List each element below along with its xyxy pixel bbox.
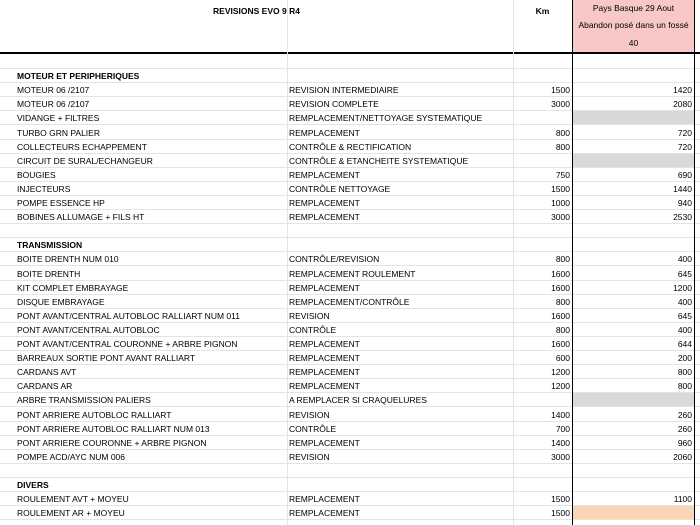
operation-cell[interactable]: REMPLACEMENT <box>289 212 360 222</box>
operation-cell[interactable]: REMPLACEMENT <box>289 438 360 448</box>
item-cell[interactable]: BARREAUX SORTIE PONT AVANT RALLIART <box>17 353 196 363</box>
table-row <box>0 309 700 323</box>
section-title[interactable]: DIVERS <box>17 480 49 490</box>
event-value-cell[interactable]: 960 <box>677 438 692 448</box>
section-title[interactable]: MOTEUR ET PERIPHERIQUES <box>17 71 140 81</box>
km-column-header[interactable]: Km <box>535 6 550 16</box>
event-value-cell[interactable]: 644 <box>677 339 692 349</box>
event-value-cell[interactable]: 2060 <box>673 452 692 462</box>
operation-cell[interactable]: REVISION <box>289 452 330 462</box>
table-row <box>0 365 700 379</box>
row-gridline <box>0 519 700 520</box>
event-value-cell[interactable]: 720 <box>677 128 692 138</box>
table-row <box>0 126 700 140</box>
table-row <box>0 408 700 422</box>
km-cell[interactable]: 1400 <box>551 410 570 420</box>
event-value-cell[interactable]: 720 <box>677 142 692 152</box>
event-value-cell[interactable]: 400 <box>677 254 692 264</box>
event-value-cell[interactable]: 200 <box>677 353 692 363</box>
item-cell[interactable]: INJECTEURS <box>17 184 71 194</box>
item-cell[interactable]: KIT COMPLET EMBRAYAGE <box>17 283 129 293</box>
table-row <box>0 436 700 450</box>
operation-cell[interactable]: A REMPLACER SI CRAQUELURES <box>289 395 427 405</box>
item-cell[interactable]: MOTEUR 06 /2107 <box>17 85 90 95</box>
event-value-cell[interactable] <box>573 506 694 520</box>
km-cell[interactable]: 1000 <box>551 198 570 208</box>
blank-row <box>0 224 700 238</box>
operation-cell[interactable]: REMPLACEMENT ROULEMENT <box>289 269 416 279</box>
event-value-cell[interactable]: 1420 <box>673 85 692 95</box>
item-cell[interactable]: ROULEMENT AVT + MOYEU <box>17 494 129 504</box>
operation-cell[interactable]: CONTRÔLE NETTOYAGE <box>289 184 391 194</box>
operation-cell[interactable]: REMPLACEMENT <box>289 353 360 363</box>
column-divider <box>513 0 514 525</box>
operation-cell[interactable]: CONTRÔLE & RECTIFICATION <box>289 142 412 152</box>
blank-row <box>0 464 700 478</box>
item-cell[interactable]: CIRCUIT DE SURAL/ECHANGEUR <box>17 156 153 166</box>
event-value-cell[interactable]: 800 <box>677 381 692 391</box>
km-cell[interactable]: 800 <box>555 142 570 152</box>
item-cell[interactable]: PONT ARRIERE AUTOBLOC RALLIART NUM 013 <box>17 424 210 434</box>
km-cell[interactable]: 3000 <box>551 452 570 462</box>
operation-cell[interactable]: REMPLACEMENT <box>289 198 360 208</box>
km-cell[interactable]: 1600 <box>551 339 570 349</box>
table-row <box>0 154 700 168</box>
operation-cell[interactable]: REVISION <box>289 311 330 321</box>
item-cell[interactable]: PONT AVANT/CENTRAL COURONNE + ARBRE PIGNON <box>17 339 238 349</box>
event-value-cell[interactable]: 1100 <box>673 494 692 504</box>
table-row <box>0 351 700 365</box>
item-cell[interactable]: COLLECTEURS ECHAPPEMENT <box>17 142 147 152</box>
item-cell[interactable]: CARDANS AVT <box>17 367 77 377</box>
table-row <box>0 323 700 337</box>
operation-cell[interactable]: REVISION COMPLETE <box>289 99 379 109</box>
header-divider <box>0 52 700 54</box>
table-row <box>0 267 700 281</box>
item-cell[interactable]: BOUGIES <box>17 170 56 180</box>
item-cell[interactable]: MOTEUR 06 /2107 <box>17 99 90 109</box>
operation-cell[interactable]: CONTRÔLE & ETANCHEITE SYSTEMATIQUE <box>289 156 469 166</box>
km-cell[interactable]: 1200 <box>551 367 570 377</box>
section-header-row <box>0 478 700 492</box>
km-cell[interactable]: 800 <box>555 254 570 264</box>
table-row <box>0 450 700 464</box>
event-value-cell[interactable]: 800 <box>677 367 692 377</box>
sheet-title[interactable]: REVISIONS EVO 9 R4 <box>213 6 300 16</box>
event-value-cell[interactable]: 1200 <box>673 283 692 293</box>
row-gridline <box>0 124 700 125</box>
km-cell[interactable]: 800 <box>555 297 570 307</box>
table-row <box>0 83 700 97</box>
item-cell[interactable]: ARBRE TRANSMISSION PALIERS <box>17 395 151 405</box>
km-cell[interactable]: 700 <box>555 424 570 434</box>
table-row <box>0 196 700 210</box>
event-value-cell[interactable]: 260 <box>677 424 692 434</box>
operation-cell[interactable]: REMPLACEMENT/NETTOYAGE SYSTEMATIQUE <box>289 113 483 123</box>
km-cell[interactable] <box>513 111 572 125</box>
section-header-row <box>0 69 700 83</box>
event-value-cell[interactable]: 940 <box>677 198 692 208</box>
km-cell[interactable]: 1500 <box>551 85 570 95</box>
operation-cell[interactable]: CONTRÔLE <box>289 424 337 434</box>
operation-cell[interactable]: REMPLACEMENT <box>289 170 360 180</box>
km-cell[interactable]: 3000 <box>551 99 570 109</box>
item-cell[interactable]: BOITE DRENTH NUM 010 <box>17 254 119 264</box>
table-row <box>0 422 700 436</box>
item-cell[interactable]: PONT AVANT/CENTRAL AUTOBLOC RALLIART NUM 011 <box>17 311 240 321</box>
event-name-cell[interactable]: Pays Basque 29 Aout <box>592 3 675 13</box>
operation-cell[interactable]: REVISION INTERMEDIAIRE <box>289 85 399 95</box>
section-header-row <box>0 238 700 252</box>
item-cell[interactable]: TURBO GRN PALIER <box>17 128 100 138</box>
item-cell[interactable]: DISQUE EMBRAYAGE <box>17 297 105 307</box>
km-cell[interactable]: 750 <box>555 170 570 180</box>
table-row <box>0 337 700 351</box>
item-cell[interactable]: BOITE DRENTH <box>17 269 81 279</box>
table-row <box>0 168 700 182</box>
table-row <box>0 111 700 125</box>
item-cell[interactable]: POMPE ESSENCE HP <box>17 198 105 208</box>
event-status-cell[interactable]: Abandon posé dans un fossé <box>578 20 689 30</box>
operation-cell[interactable]: REVISION <box>289 410 330 420</box>
table-row <box>0 182 700 196</box>
event-value-cell[interactable]: 690 <box>677 170 692 180</box>
table-row <box>0 281 700 295</box>
item-cell[interactable]: PONT ARRIERE AUTOBLOC RALLIART <box>17 410 172 420</box>
event-value-cell[interactable]: 2080 <box>673 99 692 109</box>
operation-cell[interactable]: REMPLACEMENT <box>289 367 360 377</box>
km-cell[interactable]: 1400 <box>551 438 570 448</box>
km-cell[interactable]: 1500 <box>551 508 570 518</box>
km-cell[interactable]: 1600 <box>551 311 570 321</box>
operation-cell[interactable]: REMPLACEMENT <box>289 494 360 504</box>
km-cell[interactable]: 3000 <box>551 212 570 222</box>
km-cell[interactable]: 1500 <box>551 184 570 194</box>
table-row <box>0 295 700 309</box>
table-row <box>0 506 700 520</box>
item-cell[interactable]: CARDANS AR <box>17 381 73 391</box>
event-value-cell[interactable]: 1440 <box>673 184 692 194</box>
column-divider <box>572 0 573 525</box>
item-cell[interactable]: PONT ARRIERE COURONNE + ARBRE PIGNON <box>17 438 207 448</box>
operation-cell[interactable]: REMPLACEMENT/CONTRÔLE <box>289 297 410 307</box>
operation-cell[interactable]: REMPLACEMENT <box>289 381 360 391</box>
table-row <box>0 492 700 506</box>
table-row <box>0 210 700 224</box>
km-cell[interactable]: 1200 <box>551 381 570 391</box>
operation-cell[interactable]: REMPLACEMENT <box>289 508 360 518</box>
item-cell[interactable]: ROULEMENT AR + MOYEU <box>17 508 125 518</box>
table-row <box>0 379 700 393</box>
item-cell[interactable]: POMPE ACD/AYC NUM 006 <box>17 452 126 462</box>
item-cell[interactable]: PONT AVANT/CENTRAL AUTOBLOC <box>17 325 160 335</box>
km-cell[interactable]: 800 <box>555 128 570 138</box>
km-cell[interactable] <box>513 393 572 407</box>
km-cell[interactable]: 600 <box>555 353 570 363</box>
blank-row <box>0 55 700 69</box>
event-value-cell[interactable]: 400 <box>677 297 692 307</box>
operation-cell[interactable]: CONTRÔLE <box>289 325 337 335</box>
km-cell[interactable] <box>513 154 572 168</box>
event-value-cell[interactable]: 260 <box>677 410 692 420</box>
event-value-cell[interactable] <box>573 111 694 125</box>
row-gridline <box>0 406 700 407</box>
operation-cell[interactable]: REMPLACEMENT <box>289 128 360 138</box>
event-value-cell[interactable]: 400 <box>677 325 692 335</box>
event-value-cell[interactable]: 645 <box>677 311 692 321</box>
column-divider <box>287 0 288 525</box>
km-cell[interactable]: 1600 <box>551 283 570 293</box>
table-row <box>0 140 700 154</box>
item-cell[interactable]: VIDANGE + FILTRES <box>17 113 100 123</box>
section-title[interactable]: TRANSMISSION <box>17 240 83 250</box>
table-row <box>0 97 700 111</box>
km-cell[interactable]: 800 <box>555 325 570 335</box>
event-number-cell[interactable]: 40 <box>628 38 639 48</box>
row-gridline <box>0 265 700 266</box>
table-row <box>0 393 700 407</box>
event-value-cell[interactable]: 2530 <box>673 212 692 222</box>
km-cell[interactable]: 1500 <box>551 494 570 504</box>
event-value-cell[interactable] <box>573 393 694 407</box>
item-cell[interactable]: BOBINES ALLUMAGE + FILS HT <box>17 212 145 222</box>
column-divider <box>694 0 695 525</box>
operation-cell[interactable]: REMPLACEMENT <box>289 283 360 293</box>
km-cell[interactable]: 1600 <box>551 269 570 279</box>
event-value-cell[interactable]: 645 <box>677 269 692 279</box>
event-value-cell[interactable] <box>573 154 694 168</box>
operation-cell[interactable]: CONTRÔLE/REVISION <box>289 254 380 264</box>
operation-cell[interactable]: REMPLACEMENT <box>289 339 360 349</box>
table-row <box>0 252 700 266</box>
